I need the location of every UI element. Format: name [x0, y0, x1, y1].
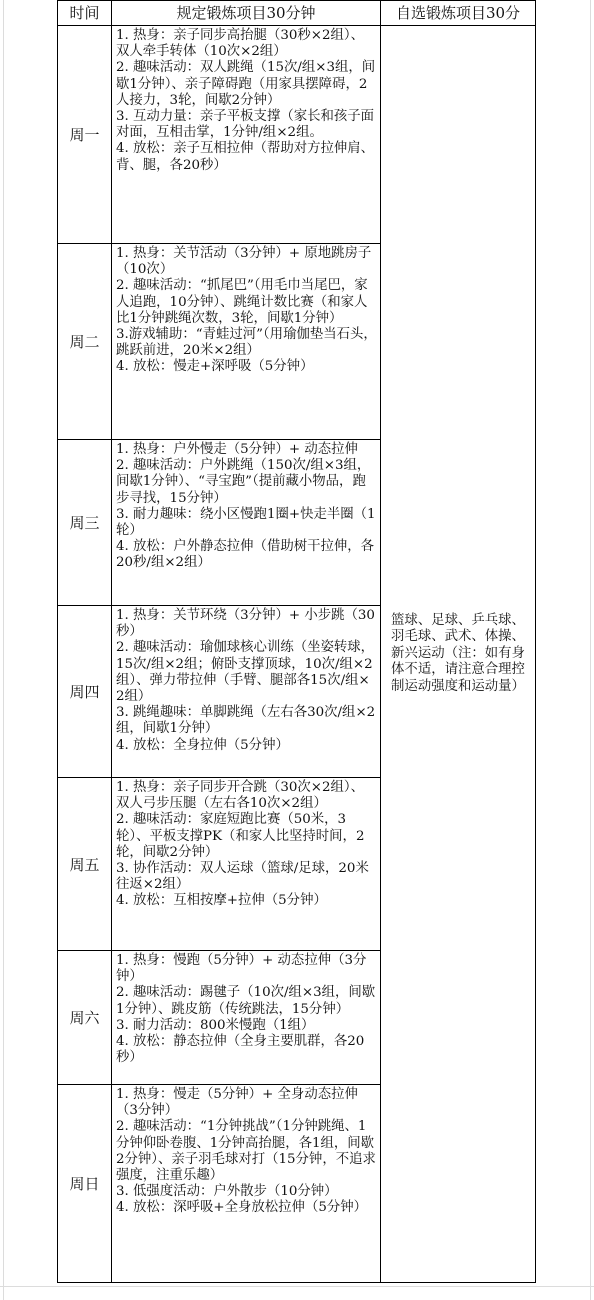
- exercise-item: 3. 低强度活动：户外散步（10分钟）: [116, 1184, 338, 1200]
- day-cell[interactable]: 周三: [58, 440, 112, 606]
- required-exercise-cell[interactable]: [112, 778, 381, 951]
- exercise-item: 2. 趣味活动：瑜伽球核心训练（坐姿转球，15次/组×2组；俯卧支撑顶球，10次/组×2组）、弹力带拉伸（手臂、腿部各15次/组×2组）: [116, 640, 375, 705]
- table-row: [58, 26, 536, 244]
- header-row: [58, 1, 536, 26]
- header-time[interactable]: 时间: [58, 1, 112, 26]
- exercise-item: 4. 放松：互相按摩+拉伸（5分钟）: [116, 893, 327, 909]
- day-cell[interactable]: 周一: [58, 26, 112, 244]
- exercise-item: 2. 趣味活动：“1分钟挑战”（1分钟跳绳、1分钟仰卧卷腹、1分钟高抬腿，各1组，间歇2分钟）、亲子羽毛球对打（15分钟，不追求强度，注重乐趣）: [116, 1119, 376, 1184]
- exercise-item: 1. 热身：关节活动（3分钟）+ 原地跳房子（10次）: [116, 246, 372, 278]
- header-required-exercise[interactable]: 规定锻炼项目30分钟: [112, 1, 381, 26]
- exercise-item: 4. 放松：深呼吸+全身放松拉伸（5分钟）: [116, 1200, 368, 1216]
- day-cell[interactable]: 周四: [58, 606, 112, 778]
- exercise-item: 2. 趣味活动：户外跳绳（150次/组×3组，间歇1分钟）、“寻宝跑”（提前藏小物品，跑步寻找，15分钟）: [116, 458, 371, 506]
- required-exercise-cell[interactable]: [112, 951, 381, 1085]
- exercise-item: 2. 趣味活动：家庭短跑比赛（50米，3轮）、平板支撑PK（和家人比坚持时间，2轮，间歇2分钟）: [116, 812, 365, 860]
- exercise-item: 4. 放松：慢走+深呼吸（5分钟）: [116, 359, 314, 375]
- exercise-item: 3. 耐力趣味：绕小区慢跑1圈+快走半圈（1轮）: [116, 506, 376, 539]
- exercise-item: 3. 互动力量：亲子平板支撑（家长和孩子面对面，互相击掌，1分钟/组×2组。: [116, 109, 375, 141]
- optional-exercise-cell[interactable]: 篮球、足球、乒乓球、羽毛球、武术、体操、新兴运动（注：如有身体不适，请注意合理控制运动强度和运动量）: [381, 26, 536, 1283]
- required-exercise-cell[interactable]: [112, 606, 381, 778]
- exercise-item: 3.游戏辅助：“青蛙过河”（用瑜伽垫当石头，跳跃前进，20米×2组）: [116, 327, 377, 359]
- exercise-item: 3. 跳绳趣味：单脚跳绳（左右各30次/组×2组，间歇1分钟）: [116, 705, 376, 737]
- exercise-item: 2. 趣味活动：双人跳绳（15次/组×3组，间歇1分钟）、亲子障碍跑（用家具摆障碍，2人接力，3轮，间歇2分钟）: [116, 60, 376, 108]
- header-optional-exercise[interactable]: 自选锻炼项目30分: [381, 1, 536, 26]
- day-cell[interactable]: 周五: [58, 778, 112, 951]
- exercise-item: 4. 放松：全身拉伸（5分钟）: [116, 737, 289, 753]
- exercise-item: 4. 放松：户外静态拉伸（借助树干拉伸，各20秒/组×2组）: [116, 539, 375, 571]
- day-cell[interactable]: 周六: [58, 951, 112, 1085]
- exercise-item: 1. 热身：亲子同步高抬腿（30秒×2组）、双人牵手转体（10次×2组）: [116, 28, 364, 60]
- sheet-gridline: [3, 0, 4, 1300]
- day-cell[interactable]: 周二: [58, 244, 112, 440]
- exercise-item: 2. 趣味活动：踢毽子（10次/组×3组，间歇1分钟）、跳皮筋（传统跳法，15分钟）: [116, 985, 376, 1017]
- required-exercise-cell[interactable]: [112, 1085, 381, 1283]
- required-exercise-cell[interactable]: [112, 26, 381, 244]
- exercise-item: 2. 趣味活动：“抓尾巴”（用毛巾当尾巴，家人追跑，10分钟）、跳绳计数比赛（和家人比1分钟跳绳次数，3轮，间歇1分钟）: [116, 278, 368, 326]
- sheet-gridline: [590, 0, 591, 1300]
- required-exercise-cell[interactable]: [112, 440, 381, 606]
- exercise-item: 1. 热身：慢跑（5分钟）+ 动态拉伸（3分钟）: [116, 953, 367, 985]
- exercise-item: 3. 协作活动：双人运球（篮球/足球，20米往返×2组）: [116, 861, 369, 893]
- exercise-item: 1. 热身：慢走（5分钟）+ 全身动态拉伸（3分钟）: [116, 1087, 358, 1119]
- exercise-schedule-table: [57, 0, 536, 1283]
- exercise-item: 1. 热身：户外慢走（5分钟）+ 动态拉伸: [116, 442, 358, 457]
- exercise-item: 3. 耐力活动：800米慢跑（1组）: [116, 1017, 315, 1033]
- exercise-item: 4. 放松：亲子互相拉伸（帮助对方拉伸肩、背、腿，各20秒）: [116, 141, 375, 173]
- day-cell[interactable]: 周日: [58, 1085, 112, 1283]
- exercise-item: 1. 热身：关节环绕（3分钟）+ 小步跳（30秒）: [116, 608, 375, 640]
- exercise-item: 4. 放松：静态拉伸（全身主要肌群，各20秒）: [116, 1034, 365, 1066]
- required-exercise-cell[interactable]: [112, 244, 381, 440]
- sheet-gridline: [0, 1286, 594, 1287]
- exercise-item: 1. 热身：亲子同步开合跳（30次×2组）、双人弓步压腿（左右各10次×2组）: [116, 780, 364, 812]
